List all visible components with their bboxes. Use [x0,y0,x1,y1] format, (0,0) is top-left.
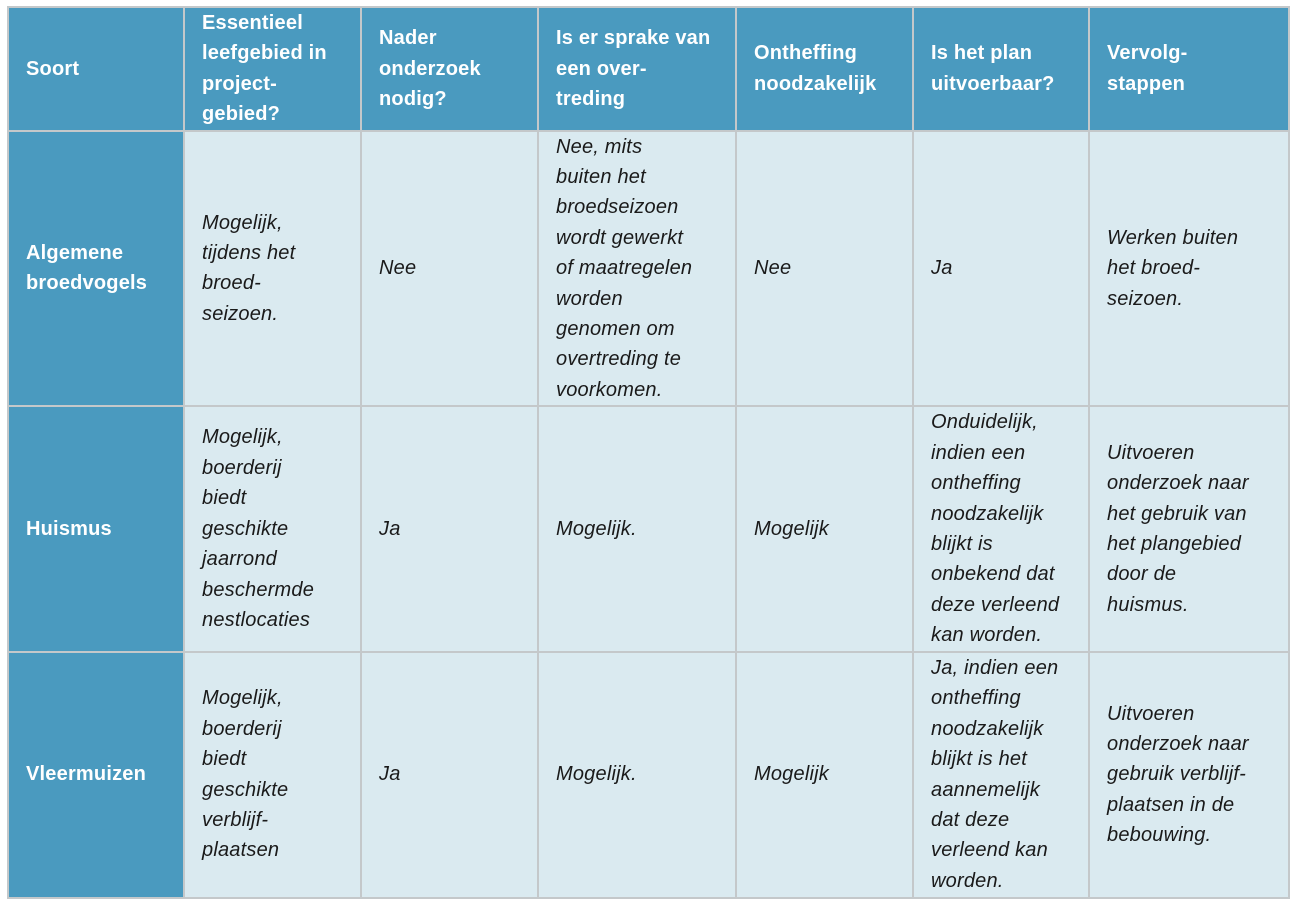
table-cell: Uitvoeren onderzoek naar het gebruik van het plangebied door de huismus. [1089,406,1289,651]
species-cell: Algemene broedvogels [8,131,184,407]
table-cell: Mogelijk [736,406,913,651]
table-cell: Mogelijk. [538,406,736,651]
header-essentieel-leefgebied: Essentieel leefgebied in project- gebied? [184,7,361,131]
species-cell: Vleermuizen [8,652,184,898]
table-row [8,406,1289,651]
table-cell: Ja [913,131,1089,407]
table-cell: Ja [361,652,538,898]
table-row [8,652,1289,898]
header-nader-onderzoek: Nader onderzoek nodig? [361,7,538,131]
table-cell: Mogelijk, boerderij biedt geschikte verblijf- plaatsen [184,652,361,898]
header-row [8,7,1289,131]
table-row [8,131,1289,407]
table-cell: Mogelijk [736,652,913,898]
header-overtreding: Is er sprake van een over- treding [538,7,736,131]
table-cell: Onduidelijk, indien een ontheffing noodzakelijk blijkt is onbekend dat deze verleend kan worden. [913,406,1089,651]
table-cell: Nee, mits buiten het broedseizoen wordt gewerkt of maatregelen worden genomen om overtreding te voorkomen. [538,131,736,407]
table-cell: Mogelijk, boerderij biedt geschikte jaarrond beschermde nestlocaties [184,406,361,651]
table-cell: Nee [736,131,913,407]
table-cell: Mogelijk, tijdens het broed- seizoen. [184,131,361,407]
table-cell: Mogelijk. [538,652,736,898]
table-cell: Ja [361,406,538,651]
header-uitvoerbaar: Is het plan uitvoerbaar? [913,7,1089,131]
table-cell: Uitvoeren onderzoek naar gebruik verblijf- plaatsen in de bebouwing. [1089,652,1289,898]
table-cell: Nee [361,131,538,407]
header-vervolgstappen: Vervolg- stappen [1089,7,1289,131]
species-assessment-table [7,6,1290,899]
species-cell: Huismus [8,406,184,651]
header-soort: Soort [8,7,184,131]
table-cell: Ja, indien een ontheffing noodzakelijk blijkt is het aannemelijk dat deze verleend kan worden. [913,652,1089,898]
header-ontheffing: Ontheffing noodzakelijk [736,7,913,131]
table-cell: Werken buiten het broed- seizoen. [1089,131,1289,407]
